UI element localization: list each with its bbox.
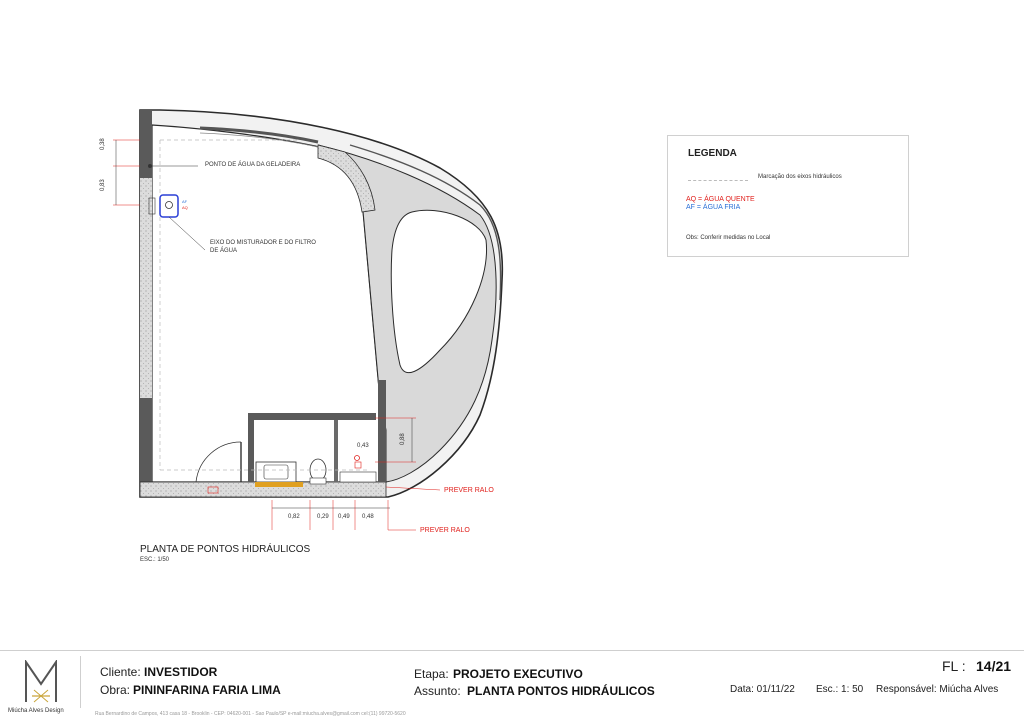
fixture-tag-aq: AQ: [182, 205, 188, 210]
legend-aq-label: AQ = ÁGUA QUENTE: [686, 196, 755, 203]
legend-obs: Obs: Conferir medidas no Local: [686, 235, 771, 241]
work-label: Obra:: [100, 683, 131, 697]
dim-bottom-2: 0,29: [317, 514, 329, 520]
drain-note-1: PREVER RALO: [444, 487, 494, 494]
stage-value: PROJETO EXECUTIVO: [453, 667, 583, 681]
legend-axis-line-sample: [688, 180, 748, 181]
footer-address: Rua Bernardino de Campos, 413 casa 18 - Brooklin - CEP: 04620-001 - Sao Paulo/SP e-mail:miucha.alves@gmail.com cel:(11) 99720-5620: [95, 711, 406, 717]
dim-left-1: 0,38: [100, 138, 106, 150]
fixture-tag-af: AF: [182, 199, 188, 204]
legend-axes-label: Marcação dos eixos hidráulicos: [758, 174, 842, 180]
bathroom-top-wall: [248, 413, 376, 420]
dim-bottom-4: 0,48: [362, 514, 374, 520]
legend-title: LEGENDA: [688, 148, 737, 159]
callout-mixer-line1: EIXO DO MISTURADOR E DO FILTRO: [210, 240, 316, 246]
callout-mixer-line2: DE ÁGUA: [210, 248, 238, 254]
subject-label: Assunto:: [414, 684, 461, 698]
dim-right-2: 0,88: [400, 433, 406, 445]
plan-title: PLANTA DE PONTOS HIDRÁULICOS: [140, 544, 311, 555]
responsible: Responsável: Miúcha Alves: [876, 684, 999, 695]
legend-box: [667, 135, 909, 257]
date: Data: 01/11/22: [730, 684, 795, 695]
logo-name: Miúcha Alves Design: [8, 708, 64, 714]
client-value: INVESTIDOR: [144, 665, 218, 679]
dim-left-2: 0,83: [100, 179, 106, 191]
dim-bottom-3: 0,49: [338, 514, 350, 520]
sheet-number: 14/21: [976, 658, 1012, 674]
plan-scale: ESC.: 1/50: [140, 557, 170, 563]
subject-value: PLANTA PONTOS HIDRÁULICOS: [467, 684, 655, 698]
scale: Esc.: 1: 50: [816, 684, 864, 695]
stage-label: Etapa:: [414, 667, 449, 681]
legend-af-label: AF = ÁGUA FRIA: [686, 204, 741, 211]
logo-divider: [80, 656, 81, 708]
callout-refrigerator: PONTO DE ÁGUA DA GELADEIRA: [205, 162, 301, 168]
logo-mark: [24, 660, 58, 704]
dim-bottom-1: 0,82: [288, 514, 300, 520]
drain-note-2: PREVER RALO: [420, 527, 470, 534]
client-label: Cliente:: [100, 665, 141, 679]
dim-right-1: 0,43: [357, 443, 369, 449]
sheet-label: FL :: [942, 658, 966, 674]
work-value: PININFARINA FARIA LIMA: [133, 683, 281, 697]
